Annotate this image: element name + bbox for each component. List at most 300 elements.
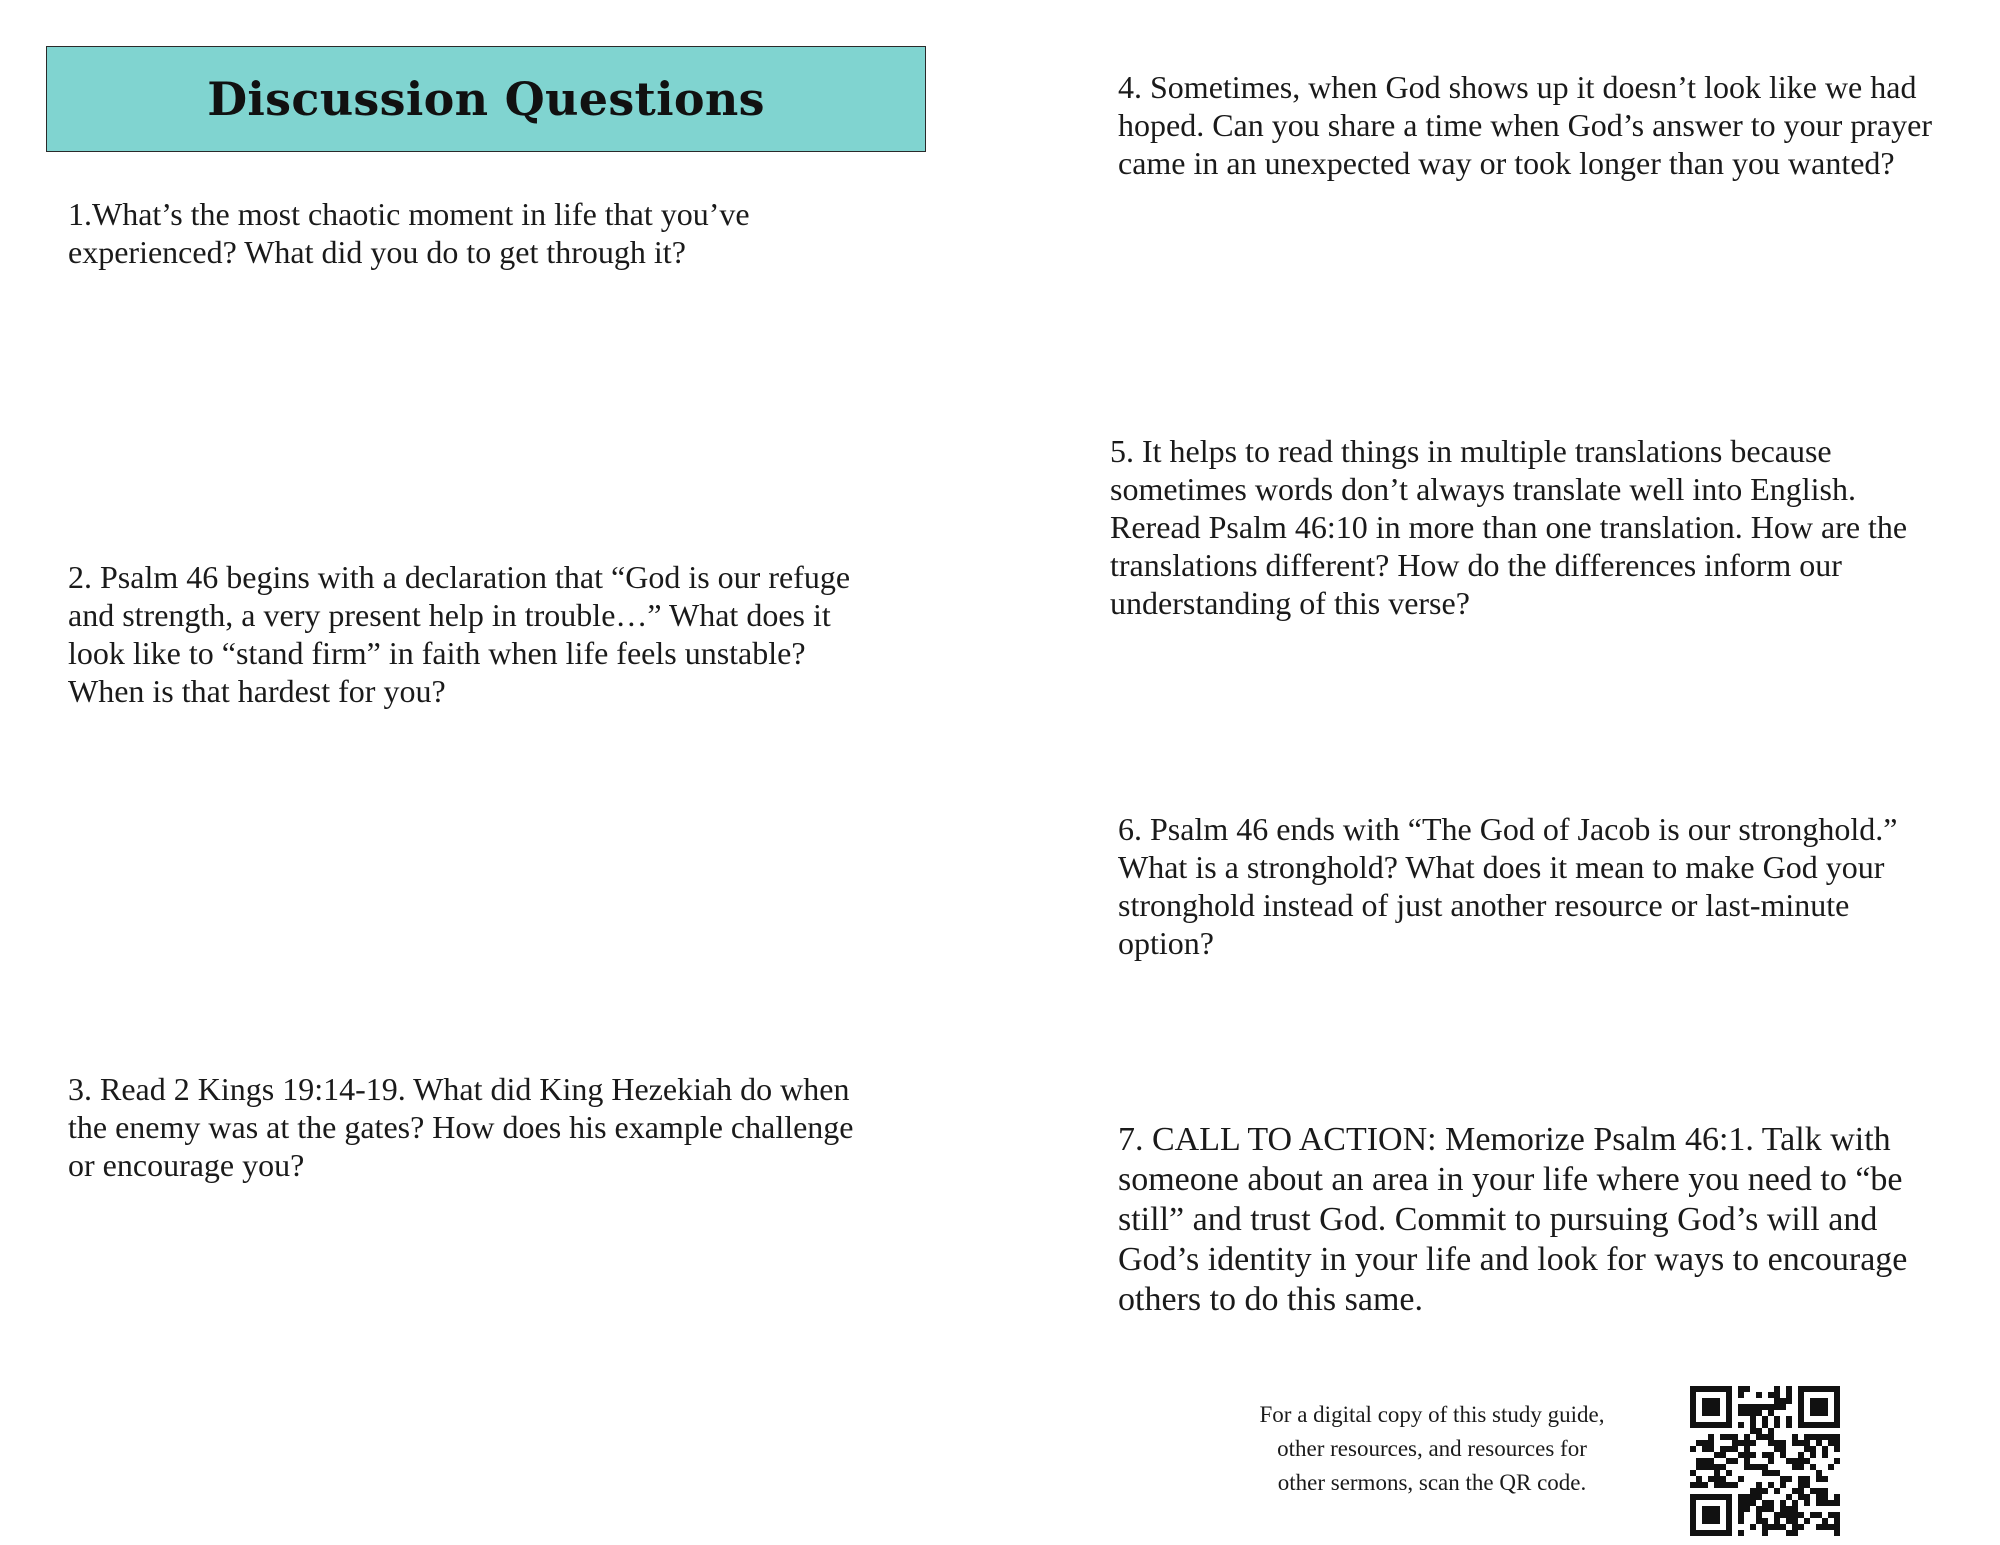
qr-module [1726,1518,1732,1524]
qr-module [1804,1440,1810,1446]
qr-module [1822,1494,1828,1500]
footer-line-1: For a digital copy of this study guide, [1259,1402,1605,1427]
qr-module [1726,1512,1732,1518]
qr-module [1804,1386,1810,1392]
qr-module [1822,1404,1828,1410]
qr-module [1702,1440,1708,1446]
qr-module [1738,1440,1744,1446]
qr-module [1738,1392,1744,1398]
qr-module [1714,1422,1720,1428]
qr-module [1798,1512,1804,1518]
qr-module [1786,1512,1792,1518]
qr-module [1798,1386,1804,1392]
qr-module [1810,1410,1816,1416]
qr-module [1726,1446,1732,1452]
qr-module [1702,1398,1708,1404]
qr-module [1834,1446,1840,1452]
qr-module [1816,1404,1822,1410]
qr-module [1792,1512,1798,1518]
qr-module [1822,1524,1828,1530]
qr-module [1810,1422,1816,1428]
qr-module [1726,1416,1732,1422]
qr-module [1702,1458,1708,1464]
qr-module [1726,1434,1732,1440]
qr-module [1834,1434,1840,1440]
qr-module [1726,1404,1732,1410]
qr-module [1702,1404,1708,1410]
qr-module [1786,1494,1792,1500]
qr-module [1786,1422,1792,1428]
qr-module [1732,1458,1738,1464]
qr-module [1732,1446,1738,1452]
qr-module [1762,1500,1768,1506]
qr-module [1786,1506,1792,1512]
qr-module [1720,1434,1726,1440]
qr-module [1690,1386,1696,1392]
qr-module [1816,1434,1822,1440]
qr-module [1744,1458,1750,1464]
qr-module [1690,1506,1696,1512]
qr-module [1792,1440,1798,1446]
qr-module [1834,1530,1840,1536]
qr-module [1696,1494,1702,1500]
qr-module [1834,1416,1840,1422]
qr-module [1762,1506,1768,1512]
qr-module [1726,1458,1732,1464]
qr-module [1816,1422,1822,1428]
qr-module [1798,1392,1804,1398]
title-banner [46,46,926,152]
qr-module [1780,1440,1786,1446]
qr-module [1822,1500,1828,1506]
qr-module [1744,1434,1750,1440]
qr-module [1768,1506,1774,1512]
qr-module [1690,1392,1696,1398]
qr-module [1696,1530,1702,1536]
qr-module [1822,1398,1828,1404]
qr-module [1744,1404,1750,1410]
qr-module [1690,1410,1696,1416]
qr-module [1828,1422,1834,1428]
qr-module [1828,1386,1834,1392]
qr-module [1792,1518,1798,1524]
qr-module [1828,1500,1834,1506]
qr-module [1750,1464,1756,1470]
qr-module [1834,1500,1840,1506]
qr-module [1720,1452,1726,1458]
qr-module [1780,1482,1786,1488]
qr-module [1774,1440,1780,1446]
qr-module [1702,1512,1708,1518]
qr-module [1774,1488,1780,1494]
qr-module [1822,1518,1828,1524]
qr-module [1732,1440,1738,1446]
qr-module [1798,1464,1804,1470]
qr-module [1756,1434,1762,1440]
qr-module [1690,1512,1696,1518]
qr-module [1774,1470,1780,1476]
qr-module [1774,1524,1780,1530]
qr-module [1738,1452,1744,1458]
qr-module [1768,1482,1774,1488]
call-to-action: 7. CALL TO ACTION: Memorize Psalm 46:1. Talk with someone about an area in your life where you need to “be still” and trust God. Commit to pursuing God’s will and God’s identity in your life and look for ways to encourage others to do this same. [1118,1121,1908,1318]
qr-module [1780,1524,1786,1530]
qr-module [1804,1422,1810,1428]
qr-module [1708,1458,1714,1464]
qr-module [1798,1488,1804,1494]
qr-module [1702,1464,1708,1470]
qr-module [1756,1482,1762,1488]
qr-module [1714,1494,1720,1500]
qr-module [1834,1512,1840,1518]
qr-module [1756,1518,1762,1524]
qr-module [1762,1422,1768,1428]
qr-module [1720,1530,1726,1536]
qr-module [1762,1530,1768,1536]
qr-module [1750,1416,1756,1422]
qr-module [1720,1446,1726,1452]
question-5: 5. It helps to read things in multiple translations because sometimes words don’t always translate well into English. Reread Psalm 46:10 in more than one translation. How are the translations different? How do the differences inform our understanding of this verse? [1110,433,1908,621]
qr-module [1828,1434,1834,1440]
qr-module [1756,1512,1762,1518]
qr-module [1768,1434,1774,1440]
qr-module [1798,1482,1804,1488]
qr-module [1756,1488,1762,1494]
qr-module [1798,1458,1804,1464]
qr-module [1702,1482,1708,1488]
qr-module [1810,1386,1816,1392]
qr-module [1798,1422,1804,1428]
qr-module [1744,1386,1750,1392]
qr-module [1750,1494,1756,1500]
qr-module [1768,1440,1774,1446]
qr-module [1750,1440,1756,1446]
qr-module [1708,1422,1714,1428]
qr-module [1732,1482,1738,1488]
qr-module [1738,1506,1744,1512]
qr-module [1702,1530,1708,1536]
qr-module [1774,1518,1780,1524]
qr-module [1798,1404,1804,1410]
qr-module [1762,1464,1768,1470]
qr-module [1696,1386,1702,1392]
qr-module [1708,1518,1714,1524]
qr-module [1714,1410,1720,1416]
qr-module [1726,1410,1732,1416]
qr-module [1696,1422,1702,1428]
qr-module [1822,1488,1828,1494]
qr-code-icon[interactable] [1690,1386,1840,1536]
qr-module [1738,1518,1744,1524]
qr-module [1720,1476,1726,1482]
qr-module [1738,1494,1744,1500]
qr-module [1756,1404,1762,1410]
qr-module [1738,1512,1744,1518]
qr-module [1750,1422,1756,1428]
qr-module [1690,1482,1696,1488]
qr-module [1804,1476,1810,1482]
qr-module [1726,1494,1732,1500]
qr-module [1822,1434,1828,1440]
qr-module [1738,1476,1744,1482]
qr-module [1714,1506,1720,1512]
qr-module [1726,1422,1732,1428]
qr-module [1714,1452,1720,1458]
page-title: Discussion Questions [207,72,765,126]
qr-module [1744,1410,1750,1416]
qr-module [1786,1458,1792,1464]
qr-module [1714,1398,1720,1404]
qr-module [1810,1398,1816,1404]
qr-module [1810,1488,1816,1494]
question-1: 1.What’s the most chaotic moment in life that you’ve experienced? What did you do to get through it? [68,196,750,270]
qr-module [1690,1500,1696,1506]
qr-module [1756,1392,1762,1398]
qr-module [1822,1422,1828,1428]
qr-module [1726,1392,1732,1398]
qr-module [1792,1488,1798,1494]
qr-module [1828,1440,1834,1446]
qr-module [1774,1404,1780,1410]
qr-module [1768,1470,1774,1476]
qr-module [1720,1386,1726,1392]
qr-module [1780,1452,1786,1458]
qr-module [1834,1404,1840,1410]
qr-module [1786,1398,1792,1404]
qr-module [1786,1386,1792,1392]
qr-module [1750,1524,1756,1530]
qr-module [1834,1410,1840,1416]
qr-module [1750,1500,1756,1506]
qr-module [1834,1440,1840,1446]
qr-module [1810,1464,1816,1470]
qr-module [1834,1398,1840,1404]
qr-module [1702,1410,1708,1416]
qr-module [1696,1476,1702,1482]
qr-module [1822,1452,1828,1458]
qr-module [1804,1482,1810,1488]
qr-module [1816,1476,1822,1482]
qr-module [1690,1398,1696,1404]
qr-module [1822,1446,1828,1452]
qr-module [1690,1446,1696,1452]
qr-module [1702,1506,1708,1512]
qr-module [1774,1446,1780,1452]
qr-module [1726,1530,1732,1536]
qr-module [1756,1464,1762,1470]
qr-module [1750,1452,1756,1458]
qr-module [1708,1386,1714,1392]
qr-module [1702,1494,1708,1500]
qr-module [1708,1404,1714,1410]
qr-module [1792,1530,1798,1536]
qr-module [1738,1422,1744,1428]
qr-module [1690,1530,1696,1536]
qr-module [1792,1434,1798,1440]
qr-module [1786,1416,1792,1422]
qr-module [1774,1422,1780,1428]
qr-module [1726,1506,1732,1512]
qr-module [1768,1458,1774,1464]
qr-module [1690,1416,1696,1422]
qr-module [1726,1500,1732,1506]
footer-line-3: other sermons, scan the QR code. [1277,1470,1587,1495]
qr-module [1714,1512,1720,1518]
qr-module [1762,1524,1768,1530]
qr-module [1792,1500,1798,1506]
qr-module [1792,1458,1798,1464]
qr-module [1750,1488,1756,1494]
qr-module [1768,1404,1774,1410]
qr-module [1714,1476,1720,1482]
qr-module [1804,1518,1810,1524]
qr-module [1720,1482,1726,1488]
qr-module [1822,1410,1828,1416]
qr-module [1720,1494,1726,1500]
qr-module [1768,1392,1774,1398]
qr-module [1750,1410,1756,1416]
qr-module [1780,1512,1786,1518]
qr-module [1720,1422,1726,1428]
qr-module [1798,1452,1804,1458]
qr-module [1756,1410,1762,1416]
qr-module [1828,1464,1834,1470]
qr-module [1774,1512,1780,1518]
qr-module [1726,1470,1732,1476]
qr-module [1726,1398,1732,1404]
qr-module [1810,1512,1816,1518]
qr-module [1816,1488,1822,1494]
qr-module [1708,1434,1714,1440]
qr-module [1786,1518,1792,1524]
qr-module [1708,1410,1714,1416]
qr-module [1750,1428,1756,1434]
qr-module [1834,1392,1840,1398]
qr-module [1714,1464,1720,1470]
qr-module [1708,1440,1714,1446]
qr-module [1738,1404,1744,1410]
qr-module [1804,1446,1810,1452]
qr-module [1702,1386,1708,1392]
qr-module [1780,1506,1786,1512]
qr-module [1804,1494,1810,1500]
qr-module [1738,1410,1744,1416]
qr-module [1690,1422,1696,1428]
qr-module [1828,1512,1834,1518]
qr-module [1810,1452,1816,1458]
qr-module [1798,1476,1804,1482]
qr-module [1786,1392,1792,1398]
qr-module [1738,1500,1744,1506]
qr-module [1798,1410,1804,1416]
qr-module [1774,1398,1780,1404]
qr-module [1762,1434,1768,1440]
qr-module [1834,1494,1840,1500]
qr-module [1726,1524,1732,1530]
qr-module [1810,1404,1816,1410]
qr-module [1690,1524,1696,1530]
qr-module [1774,1392,1780,1398]
qr-module [1768,1410,1774,1416]
qr-module [1816,1500,1822,1506]
qr-module [1750,1404,1756,1410]
qr-module [1798,1440,1804,1446]
qr-module [1696,1458,1702,1464]
qr-module [1810,1446,1816,1452]
qr-module [1708,1512,1714,1518]
qr-module [1768,1452,1774,1458]
qr-module [1744,1446,1750,1452]
qr-module [1768,1428,1774,1434]
qr-module [1708,1506,1714,1512]
qr-module [1714,1530,1720,1536]
qr-module [1696,1440,1702,1446]
qr-module [1708,1476,1714,1482]
qr-module [1816,1512,1822,1518]
qr-module [1804,1500,1810,1506]
qr-module [1714,1404,1720,1410]
qr-module [1726,1482,1732,1488]
qr-module [1834,1524,1840,1530]
qr-module [1762,1518,1768,1524]
qr-module [1738,1386,1744,1392]
qr-module [1696,1482,1702,1488]
qr-module [1762,1452,1768,1458]
qr-module [1786,1476,1792,1482]
qr-module [1834,1422,1840,1428]
qr-module [1792,1506,1798,1512]
qr-module [1792,1464,1798,1470]
qr-module [1780,1398,1786,1404]
qr-module [1798,1494,1804,1500]
qr-module [1834,1518,1840,1524]
qr-module [1690,1404,1696,1410]
qr-module [1834,1458,1840,1464]
qr-module [1762,1404,1768,1410]
qr-module [1714,1386,1720,1392]
qr-module [1744,1452,1750,1458]
qr-module [1702,1446,1708,1452]
qr-module [1756,1428,1762,1434]
qr-module [1816,1386,1822,1392]
qr-module [1756,1494,1762,1500]
qr-module [1720,1464,1726,1470]
qr-module [1780,1500,1786,1506]
qr-module [1696,1464,1702,1470]
qr-module [1762,1416,1768,1422]
footer-line-2: other resources, and resources for [1277,1436,1587,1461]
footer-note [1222,1398,1642,1500]
qr-module [1708,1446,1714,1452]
qr-module [1690,1494,1696,1500]
qr-module [1816,1470,1822,1476]
qr-module [1774,1416,1780,1422]
qr-module [1810,1434,1816,1440]
qr-module [1708,1530,1714,1536]
qr-module [1798,1524,1804,1530]
question-3: 3. Read 2 Kings 19:14-19. What did King Hezekiah do when the enemy was at the gates? How does his example challenge or encourage you? [68,1071,854,1183]
qr-module [1702,1422,1708,1428]
qr-module [1714,1470,1720,1476]
qr-module [1816,1410,1822,1416]
qr-module [1798,1398,1804,1404]
qr-module [1828,1524,1834,1530]
qr-module [1708,1494,1714,1500]
qr-module [1762,1470,1768,1476]
qr-module [1774,1386,1780,1392]
qr-module [1834,1386,1840,1392]
qr-module [1804,1458,1810,1464]
